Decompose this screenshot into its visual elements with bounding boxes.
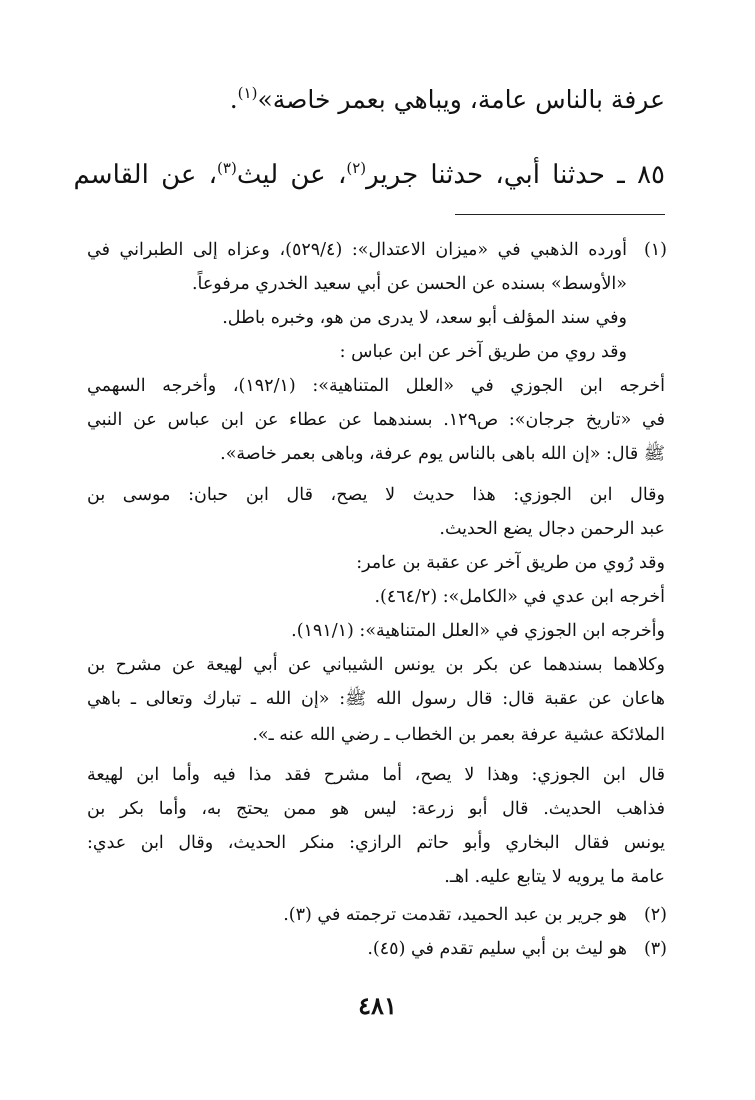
hadith-85-part-1: ٨٥ ـ حدثنا أبي، حدثنا جرير [366,160,665,190]
hadith-85-part-2: ، عن ليث [236,160,347,190]
footnote-ref-1: (١) [237,84,258,102]
footnote-1-line: أخرجه ابن عدي في «الكامل»: (٤٦٤/٢). [374,587,665,607]
footnote-1-line: عامة ما يرويه لا يتابع عليه. اهـ. [444,867,665,887]
main-text-line-1-body: عرفة بالناس عامة، ويباهي بعمر خاصة» [257,85,665,114]
footnote-1-line: ﷺ قال: «إن الله باهى بالناس يوم عرفة، وباهى بعمر خاصة». [220,444,665,464]
footnote-1-line: أورده الذهبي في «ميزان الاعتدال»: (٥٢٩/٤)، وعزاه إلى الطبراني في [87,240,627,260]
footnote-1-line: «الأوسط» بسنده عن الحسن عن أبي سعيد الخدري مرفوعاً. [191,274,627,294]
footnote-1-line: يونس فقال البخاري وأبو حاتم الرازي: منكر الحديث، وقال ابن عدي: [87,833,665,853]
footnote-1-line: في «تاريخ جرجان»: ص١٢٩. بسندهما عن عطاء عن ابن عباس عن النبي [87,410,665,430]
footnote-1-line: عبد الرحمن دجال يضع الحديث. [439,519,665,539]
footnote-1-line: فذاهب الحديث. قال أبو زرعة: ليس هو ممن يحتج به، وأما بكر بن [87,799,665,819]
footnote-2-text: هو جرير بن عبد الحميد، تقدمت ترجمته في (٣). [283,905,627,925]
footnote-1-line: قال ابن الجوزي: وهذا لا يصح، أما مشرح فقد مذا فيه وأما ابن لهيعة [87,765,665,785]
footnote-3-text: هو ليث بن أبي سليم تقدم في (٤٥). [367,939,627,959]
footnote-1-number: (١) [643,240,667,260]
footnote-1-line: وفي سند المؤلف أبو سعد، لا يدرى من هو، وخبره باطل. [222,308,627,328]
footnote-1-line: وكلاهما بسندهما عن بكر بن يونس الشيباني عن أبي لهيعة عن مشرح بن [87,655,665,675]
footnote-1-line: وقد رُوي من طريق آخر عن عقبة بن عامر: [356,553,665,573]
page-number: ٤٨١ [358,991,397,1020]
footnote-ref-2: (٢) [346,159,367,177]
footnote-1-line: وقال ابن الجوزي: هذا حديث لا يصح، قال ابن حبان: موسى بن [87,485,665,505]
footnote-1-line: الملائكة عشية عرفة بعمر بن الخطاب ـ رضي الله عنه ـ». [252,725,665,745]
footnote-1-line: وأخرجه ابن الجوزي في «العلل المتناهية»: (١٩١/١). [291,621,665,641]
footnote-3-number: (٣) [643,939,667,959]
main-text-line-1-end: . [229,85,238,114]
footnote-1-line: وقد روي من طريق آخر عن ابن عباس : [339,342,627,362]
footnote-ref-3: (٣) [217,159,237,177]
footnote-2-number: (٢) [643,905,667,925]
footnote-1-line: هاعان عن عقبة قال: قال رسول الله ﷺ: «إن الله ـ تبارك وتعالى ـ باهي [87,689,665,709]
footnote-1-line: أخرجه ابن الجوزي في «العلل المتناهية»: (١٩٢/١)، وأخرجه السهمي [87,376,665,396]
footnote-separator [455,214,665,215]
main-text-line-1 [75,76,665,117]
hadith-85-opening [75,151,665,192]
hadith-85-part-3: ، عن القاسم [73,160,218,190]
